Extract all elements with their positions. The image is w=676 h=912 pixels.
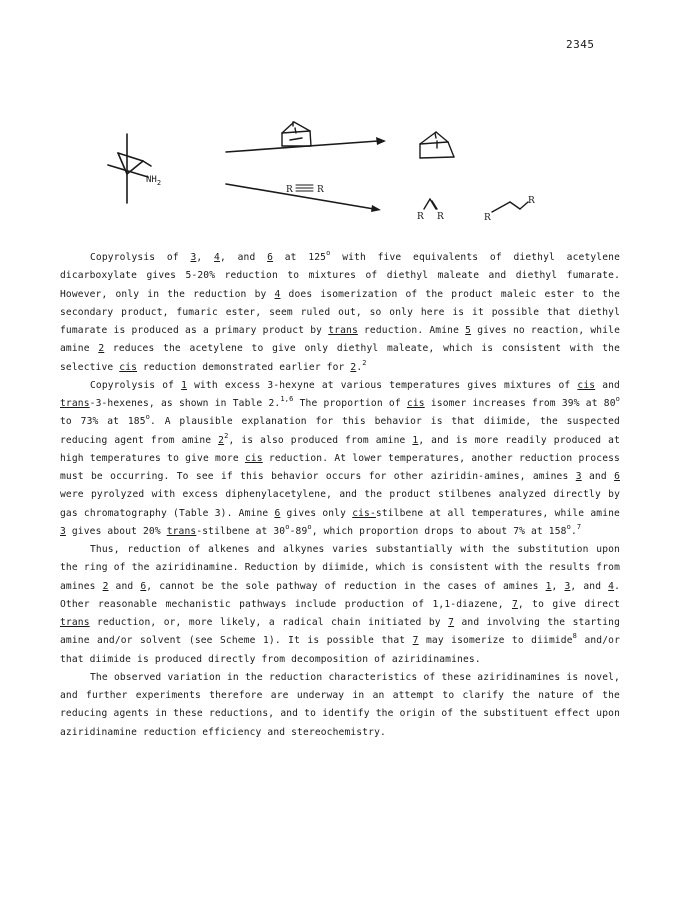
text-run: . Other reasonable mechanistic pathways include production of 1,1-diazene,: [60, 580, 621, 610]
norbornane-structure: [420, 132, 454, 158]
superscript: o: [307, 522, 312, 531]
text-run: ,: [196, 252, 215, 263]
text-run: isomer increases from 39% at 80: [424, 398, 616, 409]
cis-alkene-structure: [417, 199, 444, 222]
text-run: and: [581, 471, 615, 482]
trans-alkene-structure: [484, 196, 535, 223]
alkyne-r-right: R: [317, 185, 324, 195]
text-run: The observed variation in the reduction characteristics of these aziridinamines is novel, and further experiments therefore are underway in an attempt to clarify the nature of the reducing agents in these reductions, and to identify the origin of the substituent effect upon aziridinamine reduction efficiency and stereochemistry.: [60, 671, 620, 738]
norbornene-structure: [282, 122, 311, 146]
underlined-text: cis: [577, 379, 596, 391]
aziridinamine-structure: [108, 134, 161, 203]
underlined-text: cis: [406, 398, 425, 409]
underlined-text: 3: [575, 471, 582, 482]
text-run: .: [570, 525, 577, 537]
superscript: o: [285, 522, 290, 531]
text-run: , which proportion drops to about 7% at 158: [311, 525, 567, 537]
underlined-text: cis-: [352, 507, 376, 519]
underlined-text: cis: [119, 361, 138, 373]
superscript: o: [145, 413, 150, 422]
superscript: o: [566, 522, 571, 531]
text-run: , cannot be the sole pathway of reduction in the cases of amines: [146, 580, 546, 592]
text-run: and involving the starting amine and/or solvent (see Scheme 1). It is possible that: [60, 617, 620, 647]
text-run: -3-hexenes, as shown in Table 2.: [89, 398, 281, 409]
underlined-text: 3: [564, 580, 571, 592]
superscript: o: [615, 395, 621, 403]
text-run: reduction. At lower temperatures, another reduction process must be occurring. To see if this behavior occurs for other aziridin-amines, amines: [60, 452, 620, 482]
underlined-text: trans: [60, 617, 90, 628]
text-run: , and is more readily produced at high temperatures to give more: [60, 434, 620, 464]
nh2-text: NH: [146, 175, 157, 185]
underlined-text: 7: [412, 635, 419, 647]
underlined-text: 5: [465, 325, 472, 336]
underlined-text: 7: [448, 617, 455, 628]
text-run: ,: [551, 580, 565, 592]
underlined-text: 2: [98, 343, 105, 355]
text-run: and: [108, 580, 141, 592]
superscript: 7: [576, 522, 582, 531]
underlined-text: 2: [350, 361, 357, 373]
underlined-text: 1: [181, 379, 188, 391]
text-run: Copyrolysis of: [90, 379, 182, 391]
cis-r-right: R: [437, 212, 444, 222]
trans-r-left: R: [484, 213, 491, 223]
text-run: gives only: [280, 507, 353, 519]
superscript: 1,6: [280, 395, 294, 403]
cis-r-left: R: [417, 212, 424, 222]
text-run: gives no reaction, while amine: [60, 325, 621, 355]
underlined-text: trans: [328, 325, 358, 336]
underlined-text: cis: [244, 452, 263, 464]
text-run: may isomerize to diimide: [418, 635, 573, 647]
text-run: Thus, reduction of alkenes and alkynes varies substantially with the substitution upon the ring of the aziridinamine. Reduction by diimide, which is consistent with the results from amines: [60, 544, 620, 592]
alkyne-reagent: [286, 185, 324, 195]
text-run: and/or that diimide is produced directly from decomposition of aziridinamines.: [60, 635, 620, 665]
underlined-text: 4: [274, 288, 281, 300]
underlined-text: 6: [140, 580, 147, 592]
page-number: 2345: [566, 38, 595, 51]
paragraph-3: [60, 541, 620, 669]
reaction-scheme: [0, 0, 676, 240]
underlined-text: trans: [60, 398, 90, 409]
underlined-text: trans: [166, 525, 197, 537]
paragraph-1: [60, 249, 620, 377]
bottom-reaction-arrow: [226, 184, 381, 212]
text-run: . A plausible explanation for this behavior is that diimide, the suspected reducing agent from amine: [60, 416, 620, 446]
underlined-text: 1: [545, 580, 552, 592]
underlined-text: 4: [608, 580, 615, 592]
underlined-text: 6: [274, 507, 281, 519]
text-run: , to give direct: [517, 598, 620, 610]
underlined-text: 2: [218, 434, 225, 446]
underlined-text: 1: [412, 434, 419, 446]
underlined-text: 3: [190, 252, 197, 263]
alkyne-r-left: R: [286, 185, 293, 195]
text-run: .: [356, 361, 363, 373]
text-run: reduces the acetylene to give only diethyl maleate, which is consistent with the selective: [60, 343, 620, 373]
text-run: at 125: [273, 252, 327, 263]
superscript: 8: [572, 632, 578, 641]
text-run: stilbene at all temperatures, while amine: [375, 507, 620, 519]
text-run: with excess 3-hexyne at various temperatures gives mixtures of: [187, 379, 578, 391]
text-run: The proportion of: [293, 398, 407, 409]
text-run: to 73% at 185: [60, 416, 146, 428]
underlined-text: 4: [214, 252, 220, 263]
text-run: with five equivalents of diethyl acetylene dicarboxylate gives 5-20% reduction to mixtures of diethyl maleate and diethyl fumarate. However, only in the reduction by: [60, 252, 621, 300]
amine-label: [146, 175, 161, 187]
paragraph-4: [60, 669, 620, 742]
text-run: reduction, or, more likely, a radical chain initiated by: [89, 617, 449, 628]
superscript: 2: [224, 431, 229, 440]
text-run: Copyrolysis of: [90, 252, 191, 263]
superscript: o: [326, 249, 331, 257]
underlined-text: 3: [60, 525, 66, 537]
top-reaction-arrow: [226, 122, 386, 152]
trans-r-right: R: [528, 196, 535, 206]
text-run: -89: [289, 525, 308, 537]
text-run: does isomerization of the product maleic ester to the secondary product, fumaric ester, seem ruled out, so only here is it possible that diethyl fumarate is produced as a primary product by: [60, 288, 620, 336]
text-run: , and: [219, 252, 268, 263]
text-run: gives about 20%: [65, 525, 167, 537]
text-run: -stilbene at 30: [196, 525, 286, 537]
text-run: , is also produced from amine: [228, 434, 413, 446]
underlined-text: 2: [102, 580, 109, 592]
text-run: reduction demonstrated earlier for: [137, 361, 351, 373]
underlined-text: 7: [511, 598, 518, 610]
text-run: and: [595, 379, 620, 391]
text-run: were pyrolyzed with excess diphenylacetylene, and the product stilbenes analyzed directly by gas chromatography (Table 3). Amine: [60, 489, 620, 519]
paragraph-2: [60, 377, 620, 541]
body-text: [60, 249, 620, 742]
nh2-subscript: 2: [156, 179, 162, 187]
superscript: 2: [362, 358, 367, 367]
underlined-text: 6: [614, 471, 620, 482]
text-run: reduction. Amine: [357, 325, 466, 336]
underlined-text: 6: [267, 252, 274, 263]
text-run: , and: [570, 580, 609, 592]
